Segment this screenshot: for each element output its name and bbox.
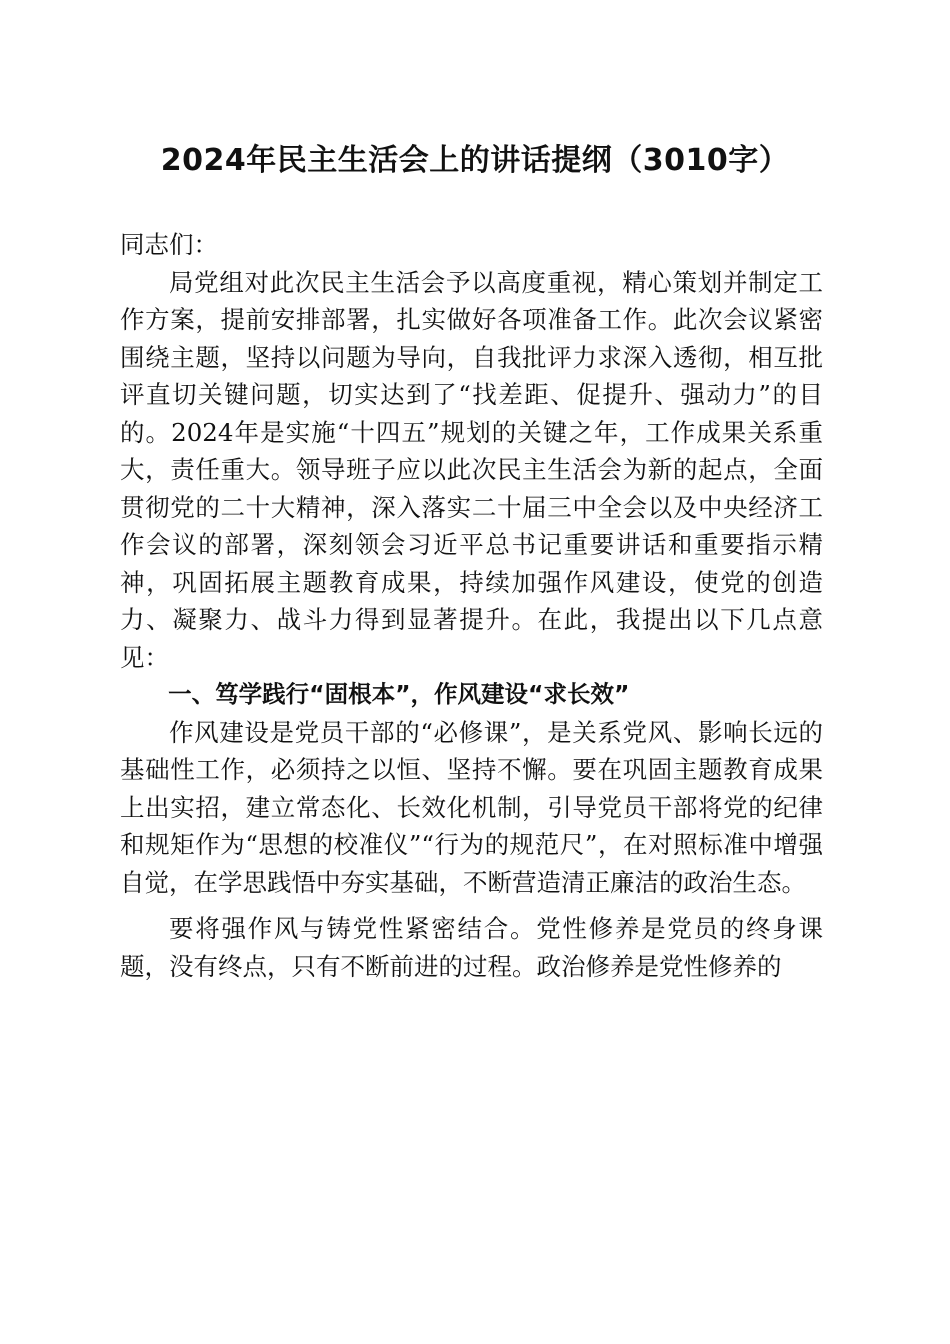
document-body xyxy=(120,226,823,985)
document-title: 2024年民主生活会上的讲话提纲（3010字） xyxy=(160,143,790,178)
section-heading-1: 一、笃学践行“固根本”，作风建设“求长效” xyxy=(168,680,630,708)
paragraph-intro: 局党组对此次民主生活会予以高度重视，精心策划并制定工作方案，提前安排部署，扎实做好各项准备工作。此次会议紧密围绕主题，坚持以问题为导向，自我批评力求深入透彻，相互批评直切关键问题，切实达到了“找差距、促提升、强动力”的目的。2024年是实施“十四五”规划的关键之年，工作成果关系重大，责任重大。领导班子应以此次民主生活会为新的起点，全面贯彻党的二十大精神，深入落实二十届三中全会以及中央经济工作会议的部署，深刻领会习近平总书记重要讲话和重要指示精神，巩固拓展主题教育成果，持续加强作风建设，使党的创造力、凝聚力、战斗力得到显著提升。在此，我提出以下几点意见： xyxy=(120,267,823,672)
paragraph-section-1: 作风建设是党员干部的“必修课”，是关系党风、影响长远的基础性工作，必须持之以恒、坚持不懈。要在巩固主题教育成果上出实招，建立常态化、长效化机制，引导党员干部将党的纪律和规矩作为“思想的校准仪”“行为的规范尺”，在对照标准中增强自觉，在学思践悟中夯实基础，不断营造清正廉洁的政治生态。 xyxy=(120,717,823,897)
paragraph-party-spirit: 要将强作风与铸党性紧密结合。党性修养是党员的终身课题，没有终点，只有不断前进的过程。政治修养是党性修养的 xyxy=(120,914,823,981)
greeting: 同志们： xyxy=(120,230,218,259)
